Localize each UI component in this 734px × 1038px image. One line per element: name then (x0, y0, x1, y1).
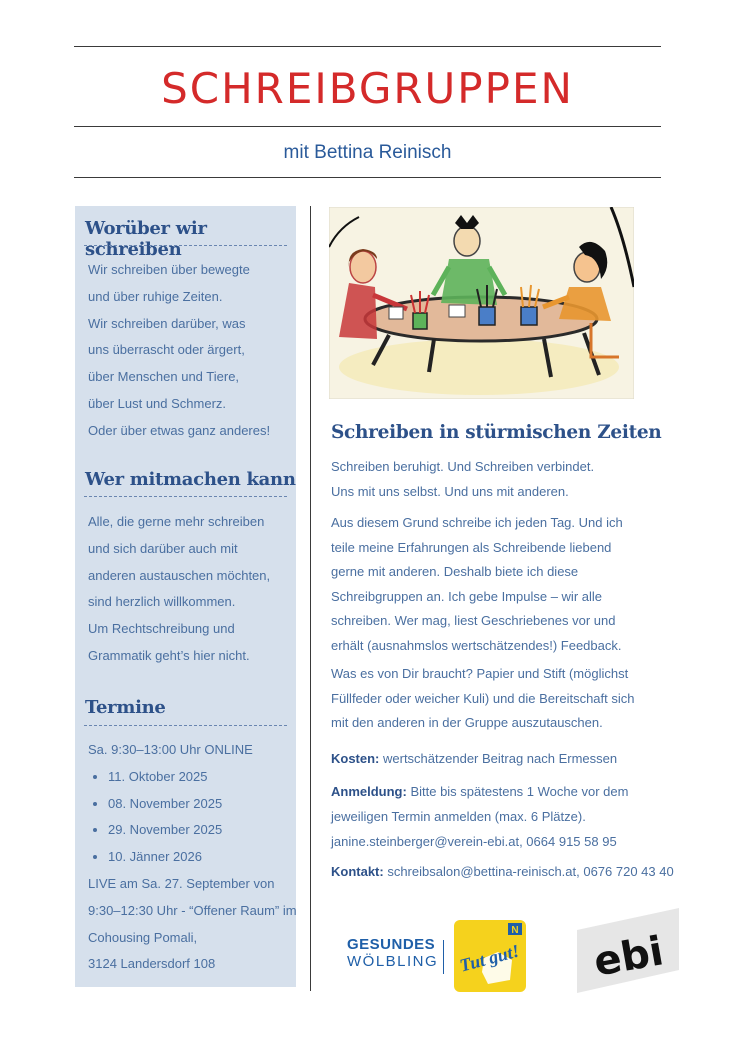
main-heading: Schreiben in stürmischen Zeiten (331, 422, 662, 443)
svg-text:Tut gut!: Tut gut! (457, 940, 522, 976)
topics-text: Wir schreiben über bewegte und über ruhige Zeiten. Wir schreiben darüber, was uns überrascht oder ärgert, über Menschen und Tiere, über Lust und Schmerz. Oder über etwas ganz anderes! (88, 262, 271, 438)
sidebar-heading-topics: Worüber wir schreiben (85, 218, 207, 260)
title-rule (74, 126, 661, 127)
costs-line (331, 747, 661, 772)
gesundes-woelbling-logo: GESUNDES WÖLBLING (347, 936, 439, 970)
column-divider (310, 206, 311, 991)
tut-gut-logo (454, 920, 526, 992)
ebi-logo (575, 908, 682, 993)
divider (84, 496, 287, 497)
contact-link[interactable]: schreibsalon@bettina-reinisch.at, 0676 720 43 40 (383, 864, 674, 879)
paragraph-intro: Schreiben beruhigt. Und Schreiben verbindet. Uns mit uns selbst. Und uns mit anderen. (331, 459, 595, 499)
contact-label: Kontakt: (331, 864, 384, 879)
registration-contact-link[interactable]: janine.steinberger@verein-ebi.at, 0664 915 58 95 (331, 834, 617, 849)
live-line: Cohousing Pomali, (88, 929, 198, 945)
sidebar-heading-participants: Wer mitmachen kann (85, 469, 296, 490)
logo-separator (443, 940, 444, 974)
children-drawing-image (329, 207, 634, 399)
registration-label: Anmeldung: (331, 784, 407, 799)
dates-intro: Sa. 9:30–13:00 Uhr ONLINE (88, 742, 253, 757)
sidebar-heading-dates: Termine (85, 697, 166, 718)
divider (84, 725, 287, 726)
svg-text:N: N (511, 925, 519, 936)
divider (84, 245, 287, 246)
list-item: • 11. Oktober 2025 (108, 764, 296, 791)
page-title: SCHREIBGRUPPEN (161, 64, 574, 113)
list-item: • 29. November 2025 (108, 817, 296, 844)
dates-block (88, 737, 296, 978)
contact-line (331, 860, 674, 885)
page-subtitle: mit Bettina Reinisch (283, 142, 452, 163)
paragraph-requirements: Was es von Dir braucht? Papier und Stift (möglichst Füllfeder oder weicher Kuli) und die Bereitschaft sich mit den anderen in der Gruppe auszutauschen. (331, 666, 635, 730)
list-item: • 10. Jänner 2026 (108, 844, 296, 871)
dates-list (88, 764, 296, 871)
sidebar (75, 206, 296, 987)
subtitle-rule (74, 177, 661, 178)
top-rule (74, 46, 661, 47)
live-line: 3124 Landersdorf 108 (88, 956, 216, 972)
costs-label: Kosten: (331, 751, 380, 766)
registration-block: Anmeldung: Bitte bis spätestens 1 Woche vor dem jeweiligen Termin anmelden (max. 6 Plätze). janine.steinberger@verein-ebi.at, 0664 915 58 95 (331, 779, 661, 854)
live-line: LIVE am Sa. 27. September von (88, 875, 275, 891)
participants-text: Alle, die gerne mehr schreiben und sich darüber auch mit anderen austauschen möchten, sind herzlich willkommen. Um Rechtschreibung und Grammatik geht’s hier nicht. (88, 514, 271, 663)
live-line: 9:30–12:30 Uhr - “Offener Raum” im (88, 902, 297, 918)
paragraph-reason: Aus diesem Grund schreibe ich jeden Tag. Und ich teile meine Erfahrungen als Schreibende liebend gerne mit anderen. Deshalb biete ich diese Schreibgruppen an. Ich gebe Impulse – wir alle schreiben. Wer mag, liest Geschriebenes vor und erhält (ausnahmslos wertschätzendes!) Feedback. (331, 515, 623, 653)
list-item: • 08. November 2025 (108, 791, 296, 818)
svg-text:ebi: ebi (590, 928, 667, 986)
costs-text: wertschätzender Beitrag nach Ermessen (379, 751, 618, 766)
